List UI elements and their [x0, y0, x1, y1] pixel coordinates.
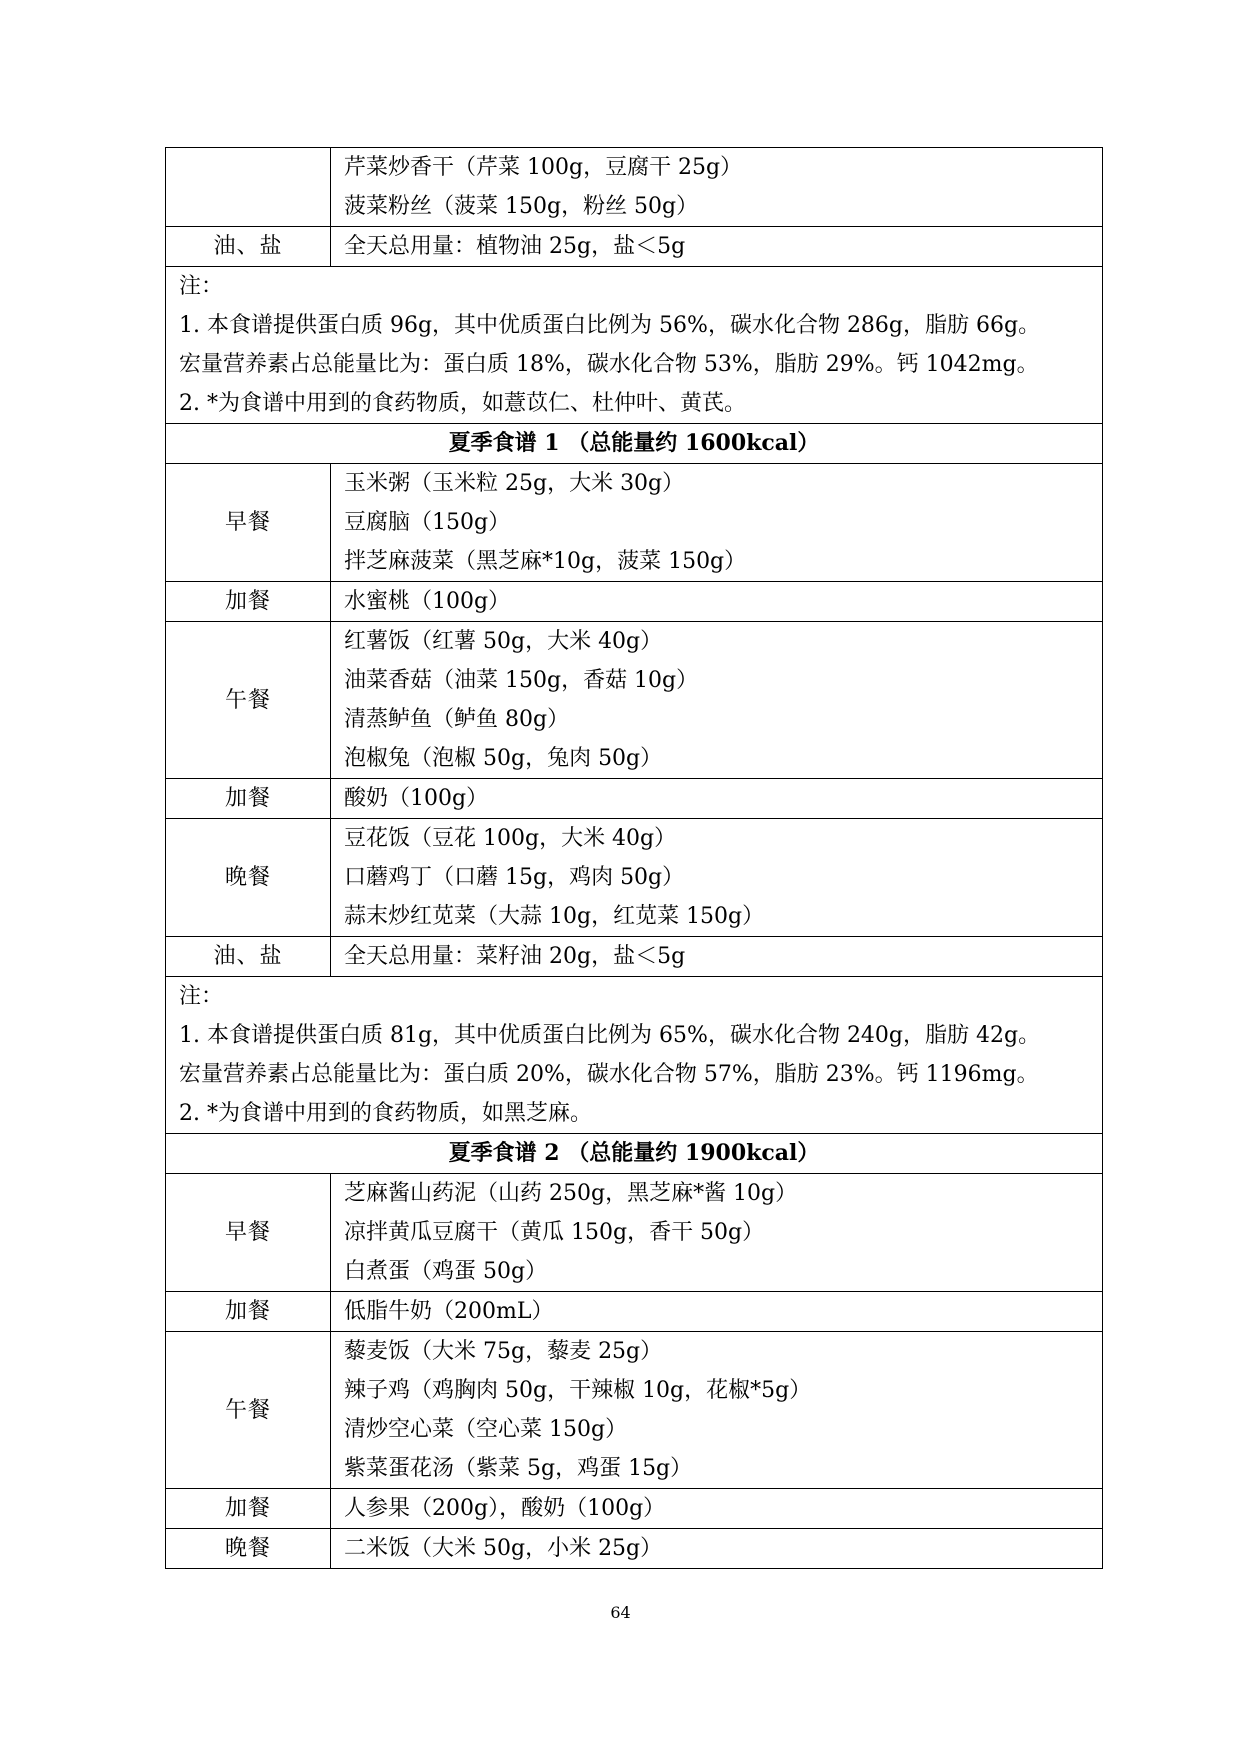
note-line: 1. 本食谱提供蛋白质 81g，其中优质蛋白比例为 65%，碳水化合物 240g，脂肪 42g。	[179, 1023, 1041, 1048]
menu1-snack1-row	[166, 582, 1103, 622]
menu2-breakfast-row	[166, 1174, 1103, 1292]
dish-line: 蒜末炒红苋菜（大蒜 10g，红苋菜 150g）	[344, 904, 765, 929]
dish-line: 凉拌黄瓜豆腐干（黄瓜 150g，香干 50g）	[344, 1220, 765, 1245]
meal-label-lunch: 午餐	[166, 1332, 331, 1489]
meal-label-dinner: 晚餐	[166, 1529, 331, 1569]
dish-line: 豆花饭（豆花 100g，大米 40g）	[344, 826, 677, 851]
menu2-title-row	[166, 1134, 1103, 1174]
dish-line: 低脂牛奶（200mL）	[344, 1299, 554, 1324]
note-line: 注：	[179, 274, 224, 299]
dish-line: 酸奶（100g）	[344, 786, 489, 811]
breakfast-items-cell	[331, 1174, 1103, 1292]
menu1-oil-salt-row	[166, 937, 1103, 977]
meal-label-breakfast: 早餐	[166, 1174, 331, 1292]
dish-line: 泡椒兔（泡椒 50g，兔肉 50g）	[344, 746, 663, 771]
meal-label-snack: 加餐	[166, 1489, 331, 1529]
lunch-items-cell	[331, 622, 1103, 779]
dish-line: 藜麦饭（大米 75g，藜麦 25g）	[344, 1339, 663, 1364]
note-line: 注：	[179, 984, 224, 1009]
meal-label-snack: 加餐	[166, 582, 331, 622]
dinner-continued-row	[166, 148, 1103, 227]
oil-salt-label: 油、盐	[166, 227, 331, 267]
dish-line: 白煮蛋（鸡蛋 50g）	[344, 1259, 548, 1284]
menu2-dinner-row	[166, 1529, 1103, 1569]
dish-line: 红薯饭（红薯 50g，大米 40g）	[344, 629, 663, 654]
oil-salt-text: 全天总用量：菜籽油 20g，盐＜5g	[331, 937, 1103, 977]
dish-line: 清蒸鲈鱼（鲈鱼 80g）	[344, 707, 570, 732]
snack-items-cell	[331, 779, 1103, 819]
menu1-notes-row	[166, 977, 1103, 1134]
dinner-items-cell	[331, 819, 1103, 937]
menu1-title-row	[166, 424, 1103, 464]
menu2-snack1-row	[166, 1292, 1103, 1332]
dish-line: 菠菜粉丝（菠菜 150g，粉丝 50g）	[344, 194, 699, 219]
oil-salt-label: 油、盐	[166, 937, 331, 977]
snack-items-cell	[331, 1489, 1103, 1529]
oil-salt-row	[166, 227, 1103, 267]
notes-cell	[166, 977, 1103, 1134]
notes-row	[166, 267, 1103, 424]
dish-line: 拌芝麻菠菜（黑芝麻*10g，菠菜 150g）	[344, 549, 747, 574]
dish-line: 辣子鸡（鸡胸肉 50g，干辣椒 10g，花椒*5g）	[344, 1378, 812, 1403]
snack-items-cell	[331, 582, 1103, 622]
page-number: 64	[610, 1603, 631, 1622]
notes-cell	[166, 267, 1103, 424]
breakfast-items-cell	[331, 464, 1103, 582]
dish-line: 二米饭（大米 50g，小米 25g）	[344, 1536, 663, 1561]
dish-line: 口蘑鸡丁（口蘑 15g，鸡肉 50g）	[344, 865, 685, 890]
dish-line: 玉米粥（玉米粒 25g，大米 30g）	[344, 471, 685, 496]
menu1-snack2-row	[166, 779, 1103, 819]
dish-line: 豆腐脑（150g）	[344, 510, 511, 535]
meal-label-lunch: 午餐	[166, 622, 331, 779]
lunch-items-cell	[331, 1332, 1103, 1489]
meal-label-snack: 加餐	[166, 779, 331, 819]
dish-line: 紫菜蛋花汤（紫菜 5g，鸡蛋 15g）	[344, 1456, 693, 1481]
note-line: 宏量营养素占总能量比为：蛋白质 18%，碳水化合物 53%，脂肪 29%。钙 1042mg。	[179, 352, 1039, 377]
dish-line: 水蜜桃（100g）	[344, 589, 511, 614]
note-line: 宏量营养素占总能量比为：蛋白质 20%，碳水化合物 57%，脂肪 23%。钙 1196mg。	[179, 1062, 1039, 1087]
menu2-title: 夏季食谱 2 （总能量约 1900kcal）	[166, 1134, 1103, 1174]
menu1-dinner-row	[166, 819, 1103, 937]
dish-line: 芝麻酱山药泥（山药 250g，黑芝麻*酱 10g）	[344, 1181, 798, 1206]
menu1-breakfast-row	[166, 464, 1103, 582]
dish-line: 芹菜炒香干（芹菜 100g，豆腐干 25g）	[344, 155, 743, 180]
meal-label-dinner: 晚餐	[166, 819, 331, 937]
menu2-snack2-row	[166, 1489, 1103, 1529]
dish-line: 油菜香菇（油菜 150g，香菇 10g）	[344, 668, 699, 693]
dinner-items-cell	[331, 148, 1103, 227]
meal-label-breakfast: 早餐	[166, 464, 331, 582]
snack-items-cell	[331, 1292, 1103, 1332]
menu1-title: 夏季食谱 1 （总能量约 1600kcal）	[166, 424, 1103, 464]
dish-line: 人参果（200g），酸奶（100g）	[344, 1496, 666, 1521]
oil-salt-text: 全天总用量：植物油 25g，盐＜5g	[331, 227, 1103, 267]
dish-line: 清炒空心菜（空心菜 150g）	[344, 1417, 628, 1442]
menu1-lunch-row	[166, 622, 1103, 779]
note-line: 1. 本食谱提供蛋白质 96g，其中优质蛋白比例为 56%，碳水化合物 286g，脂肪 66g。	[179, 313, 1041, 338]
dinner-items-cell	[331, 1529, 1103, 1569]
meal-label-snack: 加餐	[166, 1292, 331, 1332]
note-line: 2. *为食谱中用到的食药物质，如薏苡仁、杜仲叶、黄芪。	[179, 391, 746, 416]
meal-label-cell	[166, 148, 331, 227]
menu2-lunch-row	[166, 1332, 1103, 1489]
note-line: 2. *为食谱中用到的食药物质，如黑芝麻。	[179, 1101, 592, 1126]
diet-menu-table	[165, 147, 1103, 1569]
